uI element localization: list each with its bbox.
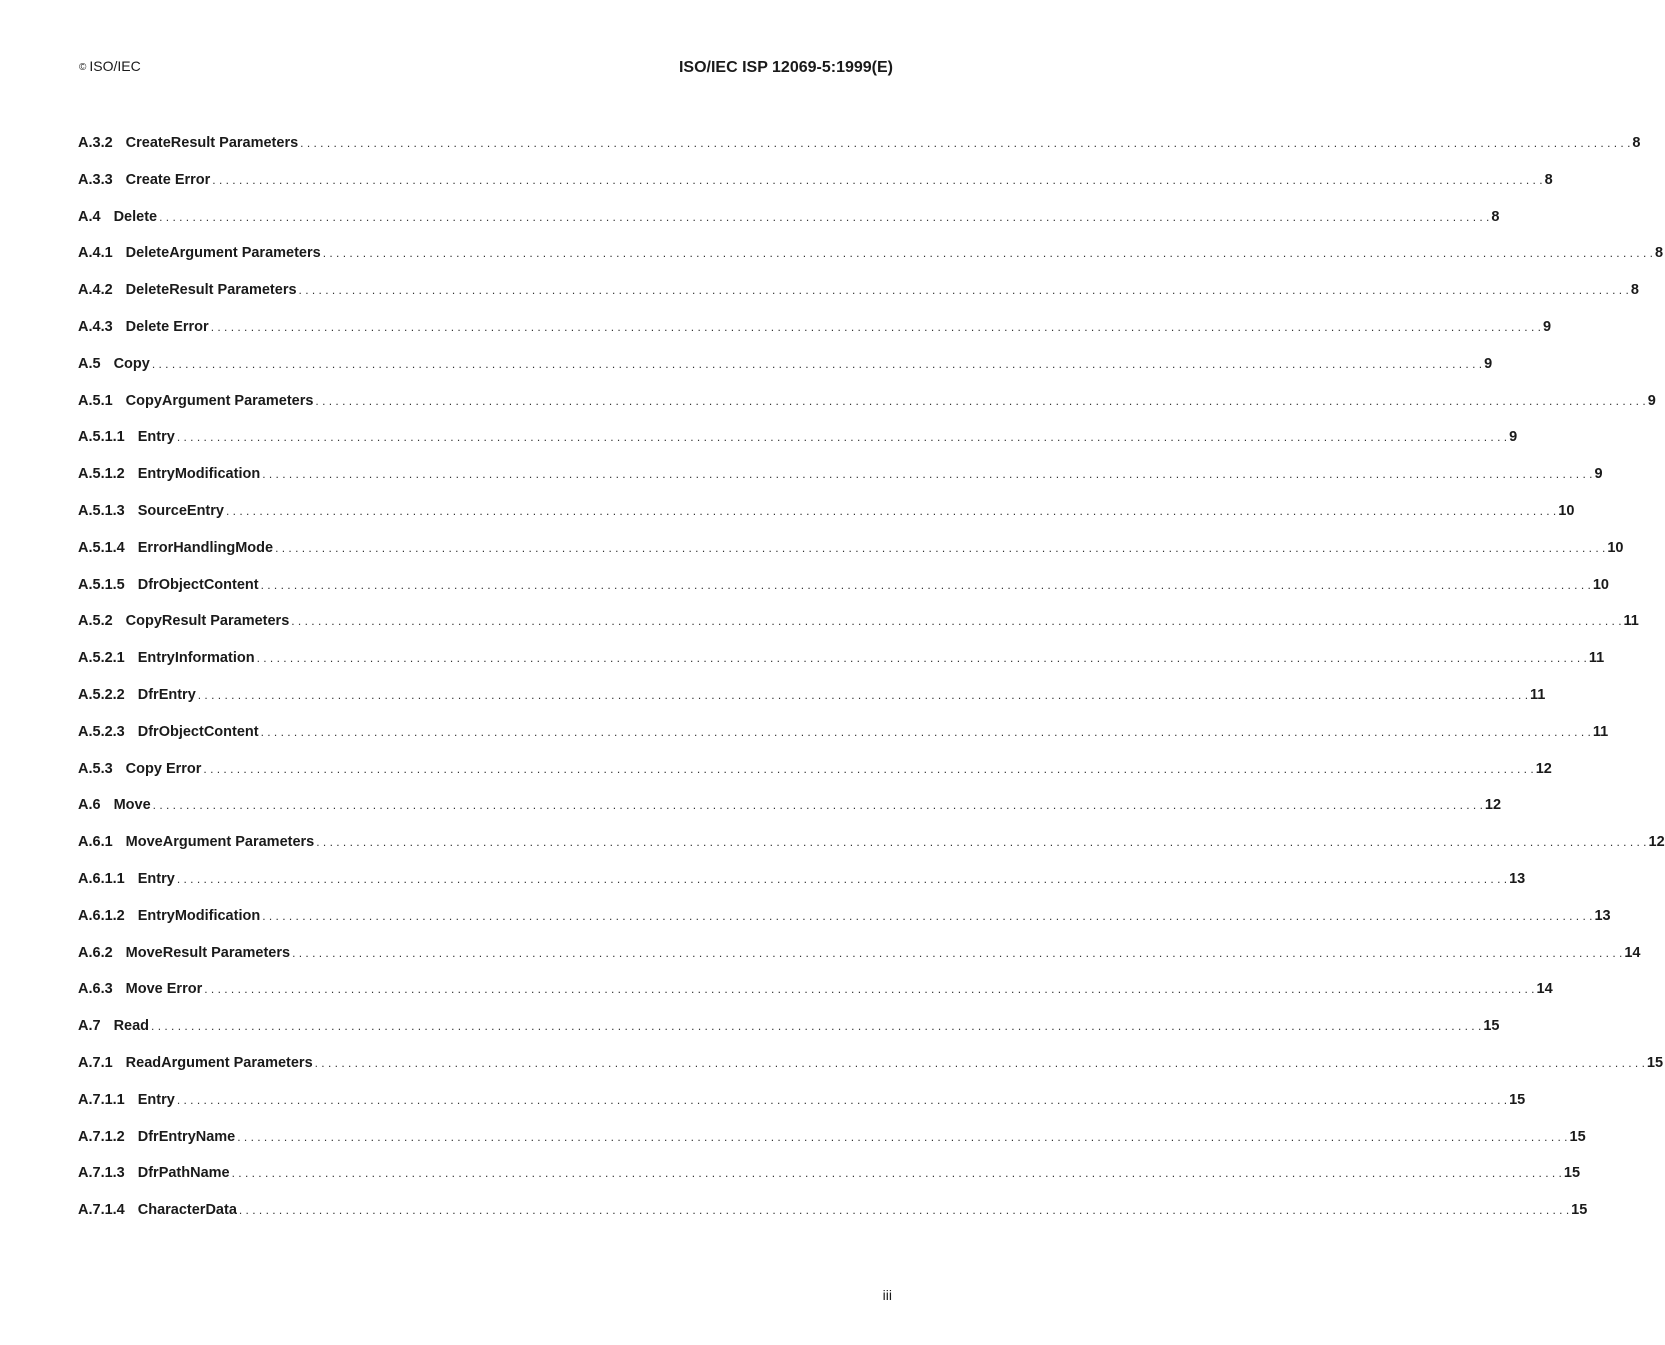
toc-leader-dots: . . . . . . . . . . . . . . . . . . . . . . . . . . . . . . . . . . . . . . . . . . . . . . . . . . . . . . . . . . . . . . . . . . . . . . . . . . . . . . . . . . . . . . . . . . . . . . . . . . . . . . . . . . . . . . . . . . . . . . . . . . . . . . . . . . . . . . . . . . . . . . . . . . . . . . . . . . . . . . . . . . . . . . . . . . . . . . . . . . . . . . . . . . . . . . . . . . . . . . . . — [314, 1055, 1645, 1070]
toc-entry-title: ErrorHandlingMode — [137, 539, 274, 556]
toc-entry-title: Entry — [137, 1091, 175, 1108]
toc-leader-dots: . . . . . . . . . . . . . . . . . . . . . . . . . . . . . . . . . . . . . . . . . . . . . . . . . . . . . . . . . . . . . . . . . . . . . . . . . . . . . . . . . . . . . . . . . . . . . . . . . . . . . . . . . . . . . . . . . . . . . . . . . . . . . . . . . . . . . . . . . . . . . . . . . . . . . . . . . . . . . . . . . . . . . . . . . . . . . . . . . . . . . . . . . . . . . . . . . . . . . . . . — [176, 871, 1508, 886]
toc-entry-page: 15 — [1509, 1091, 1526, 1108]
toc-entry[interactable] — [78, 1192, 1588, 1229]
toc-leader-dots: . . . . . . . . . . . . . . . . . . . . . . . . . . . . . . . . . . . . . . . . . . . . . . . . . . . . . . . . . . . . . . . . . . . . . . . . . . . . . . . . . . . . . . . . . . . . . . . . . . . . . . . . . . . . . . . . . . . . . . . . . . . . . . . . . . . . . . . . . . . . . . . . . . . . . . . . . . . . . . . . . . . . . . . . . . . . . . . . . . . . . . . . . . . . . . . . . . . . . . . . — [197, 687, 1529, 702]
toc-entry[interactable] — [78, 346, 1493, 383]
toc-leader-dots: . . . . . . . . . . . . . . . . . . . . . . . . . . . . . . . . . . . . . . . . . . . . . . . . . . . . . . . . . . . . . . . . . . . . . . . . . . . . . . . . . . . . . . . . . . . . . . . . . . . . . . . . . . . . . . . . . . . . . . . . . . . . . . . . . . . . . . . . . . . . . . . . . . . . . . . . . . . . . . . . . . . . . . . . . . . . . . . . . . . . . . . . . . . . . . . . . . . . . . . . — [256, 651, 1587, 666]
toc-entry-page: 14 — [1624, 944, 1641, 961]
page-number: iii — [882, 1287, 892, 1303]
toc-entry-number: A.4.2 — [78, 282, 113, 299]
toc-entry-page: 12 — [1484, 797, 1502, 814]
toc-entry-number: A.6.2 — [78, 944, 113, 961]
toc-entry-page: 8 — [1544, 171, 1553, 188]
toc-entry-title: Entry — [137, 429, 175, 446]
toc-entry-title: DfrEntry — [137, 686, 196, 703]
toc-entry-page: 8 — [1632, 135, 1641, 151]
toc-leader-dots: . . . . . . . . . . . . . . . . . . . . . . . . . . . . . . . . . . . . . . . . . . . . . . . . . . . . . . . . . . . . . . . . . . . . . . . . . . . . . . . . . . . . . . . . . . . . . . . . . . . . . . . . . . . . . . . . . . . . . . . . . . . . . . . . . . . . . . . . . . . . . . . . . . . . . . . . . . . . . . . . . . . . . . . . . . . . . . . . . . . . . . . . . . . . . . . . . . . . . . . . — [315, 393, 1646, 408]
toc-entry-page: 9 — [1594, 466, 1603, 483]
toc-leader-dots: . . . . . . . . . . . . . . . . . . . . . . . . . . . . . . . . . . . . . . . . . . . . . . . . . . . . . . . . . . . . . . . . . . . . . . . . . . . . . . . . . . . . . . . . . . . . . . . . . . . . . . . . . . . . . . . . . . . . . . . . . . . . . . . . . . . . . . . . . . . . . . . . . . . . . . . . . . . . . . . . . . . . . . . . . . . . . . . . . . . . . . . . . . . . . . . . . . . . . . . . — [231, 1166, 1562, 1181]
header-document-id: ISO/IEC ISP 12069-5:1999(E) — [678, 59, 893, 76]
toc-entry-page: 10 — [1558, 502, 1575, 519]
toc-entry-page: 11 — [1588, 650, 1605, 667]
toc-leader-dots: . . . . . . . . . . . . . . . . . . . . . . . . . . . . . . . . . . . . . . . . . . . . . . . . . . . . . . . . . . . . . . . . . . . . . . . . . . . . . . . . . . . . . . . . . . . . . . . . . . . . . . . . . . . . . . . . . . . . . . . . . . . . . . . . . . . . . . . . . . . . . . . . . . . . . . . . . . . . . . . . . . . . . . . . . . . . . . . . . . . . . . . . . . . . . . . . . . . . . . . . — [300, 136, 1631, 150]
toc-entry-number: A.7.1.3 — [78, 1165, 125, 1182]
toc-entry[interactable] — [78, 971, 1553, 1008]
toc-entry-page: 15 — [1646, 1054, 1664, 1071]
toc-leader-dots: . . . . . . . . . . . . . . . . . . . . . . . . . . . . . . . . . . . . . . . . . . . . . . . . . . . . . . . . . . . . . . . . . . . . . . . . . . . . . . . . . . . . . . . . . . . . . . . . . . . . . . . . . . . . . . . . . . . . . . . . . . . . . . . . . . . . . . . . . . . . . . . . . . . . . . . . . . . . . . . . . . . . . . . . . . . . . . . . . . . . . . . . . . . . . . . . . . . . . . . . — [176, 430, 1508, 445]
table-of-contents — [78, 125, 1665, 1229]
toc-entry-page: 10 — [1607, 539, 1624, 556]
toc-entry-page: 11 — [1530, 686, 1546, 703]
toc-entry-number: A.6.1 — [78, 834, 113, 851]
toc-entry[interactable] — [78, 162, 1553, 199]
toc-entry[interactable] — [78, 1082, 1526, 1119]
toc-entry-number: A.5.2.3 — [78, 723, 125, 740]
toc-entry-number: A.7.1.2 — [78, 1128, 125, 1145]
toc-leader-dots: . . . . . . . . . . . . . . . . . . . . . . . . . . . . . . . . . . . . . . . . . . . . . . . . . . . . . . . . . . . . . . . . . . . . . . . . . . . . . . . . . . . . . . . . . . . . . . . . . . . . . . . . . . . . . . . . . . . . . . . . . . . . . . . . . . . . . . . . . . . . . . . . . . . . . . . . . . . . . . . . . . . . . . . . . . . . . . . . . . . . . . . . . . . . . . . . . . . . . . . . — [204, 982, 1535, 997]
toc-entry-page: 13 — [1594, 907, 1611, 924]
toc-entry-title: CopyArgument Parameters — [125, 392, 314, 409]
toc-leader-dots: . . . . . . . . . . . . . . . . . . . . . . . . . . . . . . . . . . . . . . . . . . . . . . . . . . . . . . . . . . . . . . . . . . . . . . . . . . . . . . . . . . . . . . . . . . . . . . . . . . . . . . . . . . . . . . . . . . . . . . . . . . . . . . . . . . . . . . . . . . . . . . . . . . . . . . . . . . . . . . . . . . . . . . . . . . . . . . . . . . . . . . . . . . . . . . . . . . . . . . . . — [322, 246, 1653, 261]
toc-entry-number: A.5.1.3 — [78, 502, 125, 519]
toc-leader-dots: . . . . . . . . . . . . . . . . . . . . . . . . . . . . . . . . . . . . . . . . . . . . . . . . . . . . . . . . . . . . . . . . . . . . . . . . . . . . . . . . . . . . . . . . . . . . . . . . . . . . . . . . . . . . . . . . . . . . . . . . . . . . . . . . . . . . . . . . . . . . . . . . . . . . . . . . . . . . . . . . . . . . . . . . . . . . . . . . . . . . . . . . . . . . . . . . . . . . . . . . — [152, 798, 1483, 813]
toc-entry-title: MoveArgument Parameters — [125, 834, 315, 851]
toc-entry-page: 15 — [1569, 1128, 1586, 1145]
toc-entry-page: 10 — [1592, 576, 1609, 593]
toc-entry-title: DfrObjectContent — [137, 723, 259, 740]
toc-leader-dots: . . . . . . . . . . . . . . . . . . . . . . . . . . . . . . . . . . . . . . . . . . . . . . . . . . . . . . . . . . . . . . . . . . . . . . . . . . . . . . . . . . . . . . . . . . . . . . . . . . . . . . . . . . . . . . . . . . . . . . . . . . . . . . . . . . . . . . . . . . . . . . . . . . . . . . . . . . . . . . . . . . . . . . . . . . . . . . . . . . . . . . . . . . . . . . . . . . . . . . . . — [151, 356, 1483, 371]
toc-entry-title: Move Error — [125, 981, 203, 998]
toc-entry-number: A.7.1.1 — [78, 1091, 125, 1108]
header-publisher: ISO/IEC — [89, 58, 141, 74]
toc-entry[interactable] — [78, 603, 1639, 640]
toc-entry-number: A.7.1 — [78, 1054, 113, 1071]
toc-entry-number: A.4.3 — [78, 318, 113, 335]
toc-entry-title: CreateResult Parameters — [125, 135, 299, 151]
header-left — [79, 58, 141, 74]
toc-entry-title: SourceEntry — [137, 502, 224, 519]
toc-entry-title: Read — [113, 1018, 150, 1035]
toc-entry-number: A.4.1 — [78, 245, 113, 262]
toc-entry[interactable] — [78, 125, 1641, 162]
toc-entry[interactable] — [78, 567, 1609, 604]
toc-entry[interactable] — [78, 935, 1641, 972]
toc-entry-page: 12 — [1535, 760, 1552, 777]
toc-entry-number: A.5.2.1 — [78, 650, 125, 667]
toc-entry-page: 8 — [1491, 208, 1500, 225]
toc-entry-page: 12 — [1648, 834, 1665, 851]
toc-leader-dots: . . . . . . . . . . . . . . . . . . . . . . . . . . . . . . . . . . . . . . . . . . . . . . . . . . . . . . . . . . . . . . . . . . . . . . . . . . . . . . . . . . . . . . . . . . . . . . . . . . . . . . . . . . . . . . . . . . . . . . . . . . . . . . . . . . . . . . . . . . . . . . . . . . . . . . . . . . . . . . . . . . . . . . . . . . . . . . . . . . . . . . . . . . . . . . . . . . . . . . . . — [262, 908, 1593, 923]
toc-entry-number: A.5.1.4 — [78, 539, 125, 556]
toc-entry-page: 11 — [1592, 723, 1609, 740]
toc-entry-title: Copy — [113, 355, 150, 372]
toc-entry-title: Delete — [113, 208, 158, 225]
toc-entry-number: A.6.3 — [78, 981, 113, 998]
toc-entry[interactable] — [78, 419, 1518, 456]
toc-entry[interactable] — [78, 1119, 1586, 1156]
toc-entry[interactable] — [78, 456, 1603, 493]
toc-entry-title: CopyResult Parameters — [125, 613, 290, 630]
toc-entry-page: 8 — [1630, 282, 1639, 299]
toc-entry-page: 9 — [1484, 355, 1493, 372]
toc-entry[interactable] — [78, 898, 1611, 935]
toc-entry[interactable] — [78, 272, 1639, 309]
toc-entry-number: A.4 — [78, 208, 101, 225]
toc-entry-number: A.5.1.5 — [78, 576, 125, 593]
toc-leader-dots: . . . . . . . . . . . . . . . . . . . . . . . . . . . . . . . . . . . . . . . . . . . . . . . . . . . . . . . . . . . . . . . . . . . . . . . . . . . . . . . . . . . . . . . . . . . . . . . . . . . . . . . . . . . . . . . . . . . . . . . . . . . . . . . . . . . . . . . . . . . . . . . . . . . . . . . . . . . . . . . . . . . . . . . . . . . . . . . . . . . . . . . . . . . . . . . . . . . . . . . . — [225, 503, 1557, 518]
toc-entry-title: Move — [113, 797, 151, 814]
toc-entry-number: A.5.1 — [78, 392, 113, 409]
toc-leader-dots: . . . . . . . . . . . . . . . . . . . . . . . . . . . . . . . . . . . . . . . . . . . . . . . . . . . . . . . . . . . . . . . . . . . . . . . . . . . . . . . . . . . . . . . . . . . . . . . . . . . . . . . . . . . . . . . . . . . . . . . . . . . . . . . . . . . . . . . . . . . . . . . . . . . . . . . . . . . . . . . . . . . . . . . . . . . . . . . . . . . . . . . . . . . . . . . . . . . . . . . . — [176, 1092, 1508, 1107]
toc-entry-page: 15 — [1571, 1202, 1588, 1219]
toc-leader-dots: . . . . . . . . . . . . . . . . . . . . . . . . . . . . . . . . . . . . . . . . . . . . . . . . . . . . . . . . . . . . . . . . . . . . . . . . . . . . . . . . . . . . . . . . . . . . . . . . . . . . . . . . . . . . . . . . . . . . . . . . . . . . . . . . . . . . . . . . . . . . . . . . . . . . . . . . . . . . . . . . . . . . . . . . . . . . . . . . . . . . . . . . . . . . . . . . . . . . . . . . — [238, 1203, 1570, 1218]
toc-entry-number: A.5.3 — [78, 760, 113, 777]
toc-entry-page: 9 — [1647, 392, 1656, 409]
toc-entry-page: 15 — [1563, 1165, 1581, 1182]
toc-leader-dots: . . . . . . . . . . . . . . . . . . . . . . . . . . . . . . . . . . . . . . . . . . . . . . . . . . . . . . . . . . . . . . . . . . . . . . . . . . . . . . . . . . . . . . . . . . . . . . . . . . . . . . . . . . . . . . . . . . . . . . . . . . . . . . . . . . . . . . . . . . . . . . . . . . . . . . . . . . . . . . . . . . . . . . . . . . . . . . . . . . . . . . . . . . . . . . . . . . . . . . . . — [262, 467, 1593, 482]
toc-leader-dots: . . . . . . . . . . . . . . . . . . . . . . . . . . . . . . . . . . . . . . . . . . . . . . . . . . . . . . . . . . . . . . . . . . . . . . . . . . . . . . . . . . . . . . . . . . . . . . . . . . . . . . . . . . . . . . . . . . . . . . . . . . . . . . . . . . . . . . . . . . . . . . . . . . . . . . . . . . . . . . . . . . . . . . . . . . . . . . . . . . . . . . . . . . . . . . . . . . . . . . . . — [291, 614, 1622, 629]
toc-leader-dots: . . . . . . . . . . . . . . . . . . . . . . . . . . . . . . . . . . . . . . . . . . . . . . . . . . . . . . . . . . . . . . . . . . . . . . . . . . . . . . . . . . . . . . . . . . . . . . . . . . . . . . . . . . . . . . . . . . . . . . . . . . . . . . . . . . . . . . . . . . . . . . . . . . . . . . . . . . . . . . . . . . . . . . . . . . . . . . . . . . . . . . . . . . . . . . . . . . . . . . . . — [203, 761, 1534, 776]
toc-entry-number: A.5.1.1 — [78, 429, 125, 446]
toc-leader-dots: . . . . . . . . . . . . . . . . . . . . . . . . . . . . . . . . . . . . . . . . . . . . . . . . . . . . . . . . . . . . . . . . . . . . . . . . . . . . . . . . . . . . . . . . . . . . . . . . . . . . . . . . . . . . . . . . . . . . . . . . . . . . . . . . . . . . . . . . . . . . . . . . . . . . . . . . . . . . . . . . . . . . . . . . . . . . . . . . . . . . . . . . . . . . . . . . . . . . . . . . — [260, 724, 1591, 739]
toc-entry-title: MoveResult Parameters — [125, 944, 291, 961]
toc-entry-page: 14 — [1536, 981, 1553, 998]
toc-leader-dots: . . . . . . . . . . . . . . . . . . . . . . . . . . . . . . . . . . . . . . . . . . . . . . . . . . . . . . . . . . . . . . . . . . . . . . . . . . . . . . . . . . . . . . . . . . . . . . . . . . . . . . . . . . . . . . . . . . . . . . . . . . . . . . . . . . . . . . . . . . . . . . . . . . . . . . . . . . . . . . . . . . . . . . . . . . . . . . . . . . . . . . . . . . . . . . . . . . . . . . . . — [210, 319, 1541, 334]
toc-leader-dots: . . . . . . . . . . . . . . . . . . . . . . . . . . . . . . . . . . . . . . . . . . . . . . . . . . . . . . . . . . . . . . . . . . . . . . . . . . . . . . . . . . . . . . . . . . . . . . . . . . . . . . . . . . . . . . . . . . . . . . . . . . . . . . . . . . . . . . . . . . . . . . . . . . . . . . . . . . . . . . . . . . . . . . . . . . . . . . . . . . . . . . . . . . . . . . . . . . . . . . . . — [298, 283, 1629, 298]
toc-entry-title: Entry — [137, 870, 175, 887]
toc-entry-title: Create Error — [125, 171, 211, 188]
toc-entry[interactable] — [78, 751, 1552, 788]
toc-leader-dots: . . . . . . . . . . . . . . . . . . . . . . . . . . . . . . . . . . . . . . . . . . . . . . . . . . . . . . . . . . . . . . . . . . . . . . . . . . . . . . . . . . . . . . . . . . . . . . . . . . . . . . . . . . . . . . . . . . . . . . . . . . . . . . . . . . . . . . . . . . . . . . . . . . . . . . . . . . . . . . . . . . . . . . . . . . . . . . . . . . . . . . . . . . . . . . . . . . . . . . . . — [212, 172, 1543, 187]
toc-entry-title: Delete Error — [125, 318, 209, 335]
toc-entry[interactable] — [78, 235, 1664, 272]
toc-entry-number: A.5.2 — [78, 613, 113, 630]
toc-entry[interactable] — [78, 530, 1624, 567]
toc-entry-page: 9 — [1509, 429, 1518, 446]
toc-entry[interactable] — [78, 199, 1500, 236]
toc-entry[interactable] — [78, 677, 1546, 714]
toc-entry-page: 11 — [1623, 613, 1639, 630]
toc-leader-dots: . . . . . . . . . . . . . . . . . . . . . . . . . . . . . . . . . . . . . . . . . . . . . . . . . . . . . . . . . . . . . . . . . . . . . . . . . . . . . . . . . . . . . . . . . . . . . . . . . . . . . . . . . . . . . . . . . . . . . . . . . . . . . . . . . . . . . . . . . . . . . . . . . . . . . . . . . . . . . . . . . . . . . . . . . . . . . . . . . . . . . . . . . . . . . . . . . . . . . . . . — [159, 209, 1490, 224]
toc-entry-title: CharacterData — [137, 1202, 237, 1219]
toc-entry-number: A.5.2.2 — [78, 686, 125, 703]
toc-entry[interactable] — [78, 861, 1526, 898]
toc-entry[interactable] — [78, 493, 1575, 530]
toc-entry-number: A.7 — [78, 1018, 101, 1035]
toc-entry[interactable] — [78, 640, 1605, 677]
toc-entry-title: EntryModification — [137, 907, 261, 924]
toc-entry-title: DfrObjectContent — [137, 576, 259, 593]
toc-entry-title: ReadArgument Parameters — [125, 1054, 313, 1071]
toc-leader-dots: . . . . . . . . . . . . . . . . . . . . . . . . . . . . . . . . . . . . . . . . . . . . . . . . . . . . . . . . . . . . . . . . . . . . . . . . . . . . . . . . . . . . . . . . . . . . . . . . . . . . . . . . . . . . . . . . . . . . . . . . . . . . . . . . . . . . . . . . . . . . . . . . . . . . . . . . . . . . . . . . . . . . . . . . . . . . . . . . . . . . . . . . . . . . . . . . . . . . . . . . — [260, 577, 1591, 592]
toc-entry-number: A.6 — [78, 797, 101, 814]
toc-entry[interactable] — [78, 309, 1552, 346]
toc-entry-number: A.6.1.2 — [78, 907, 125, 924]
toc-entry[interactable] — [78, 1155, 1581, 1192]
toc-leader-dots: . . . . . . . . . . . . . . . . . . . . . . . . . . . . . . . . . . . . . . . . . . . . . . . . . . . . . . . . . . . . . . . . . . . . . . . . . . . . . . . . . . . . . . . . . . . . . . . . . . . . . . . . . . . . . . . . . . . . . . . . . . . . . . . . . . . . . . . . . . . . . . . . . . . . . . . . . . . . . . . . . . . . . . . . . . . . . . . . . . . . . . . . . . . . . . . . . . . . . . . . — [151, 1019, 1482, 1034]
toc-entry-title: EntryModification — [137, 466, 261, 483]
toc-entry[interactable] — [78, 714, 1609, 751]
toc-entry-title: DeleteArgument Parameters — [125, 245, 321, 262]
toc-leader-dots: . . . . . . . . . . . . . . . . . . . . . . . . . . . . . . . . . . . . . . . . . . . . . . . . . . . . . . . . . . . . . . . . . . . . . . . . . . . . . . . . . . . . . . . . . . . . . . . . . . . . . . . . . . . . . . . . . . . . . . . . . . . . . . . . . . . . . . . . . . . . . . . . . . . . . . . . . . . . . . . . . . . . . . . . . . . . . . . . . . . . . . . . . . . . . . . . . . . . . . . . — [316, 835, 1647, 850]
toc-entry-page: 8 — [1654, 245, 1664, 262]
toc-entry-page: 9 — [1542, 318, 1552, 335]
toc-entry-number: A.5 — [78, 355, 101, 372]
toc-entry-title: DfrEntryName — [137, 1128, 236, 1145]
toc-entry-page: 13 — [1509, 870, 1526, 887]
toc-entry-title: DfrPathName — [137, 1165, 230, 1182]
toc-entry-number: A.6.1.1 — [78, 870, 125, 887]
toc-entry-page: 15 — [1483, 1018, 1500, 1035]
toc-entry-number: A.7.1.4 — [78, 1202, 125, 1219]
toc-entry-number: A.5.1.2 — [78, 466, 125, 483]
toc-entry-title: DeleteResult Parameters — [125, 282, 297, 299]
toc-entry[interactable] — [78, 383, 1656, 420]
toc-entry-title: EntryInformation — [137, 650, 255, 667]
toc-entry[interactable] — [78, 787, 1502, 824]
toc-leader-dots: . . . . . . . . . . . . . . . . . . . . . . . . . . . . . . . . . . . . . . . . . . . . . . . . . . . . . . . . . . . . . . . . . . . . . . . . . . . . . . . . . . . . . . . . . . . . . . . . . . . . . . . . . . . . . . . . . . . . . . . . . . . . . . . . . . . . . . . . . . . . . . . . . . . . . . . . . . . . . . . . . . . . . . . . . . . . . . . . . . . . . . . . . . . . . . . . . . . . . . . . — [275, 540, 1606, 555]
toc-leader-dots: . . . . . . . . . . . . . . . . . . . . . . . . . . . . . . . . . . . . . . . . . . . . . . . . . . . . . . . . . . . . . . . . . . . . . . . . . . . . . . . . . . . . . . . . . . . . . . . . . . . . . . . . . . . . . . . . . . . . . . . . . . . . . . . . . . . . . . . . . . . . . . . . . . . . . . . . . . . . . . . . . . . . . . . . . . . . . . . . . . . . . . . . . . . . . . . . . . . . . . . . — [237, 1129, 1568, 1144]
toc-entry-number: A.3.2 — [78, 135, 113, 151]
toc-entry-title: Copy Error — [125, 760, 202, 777]
toc-leader-dots: . . . . . . . . . . . . . . . . . . . . . . . . . . . . . . . . . . . . . . . . . . . . . . . . . . . . . . . . . . . . . . . . . . . . . . . . . . . . . . . . . . . . . . . . . . . . . . . . . . . . . . . . . . . . . . . . . . . . . . . . . . . . . . . . . . . . . . . . . . . . . . . . . . . . . . . . . . . . . . . . . . . . . . . . . . . . . . . . . . . . . . . . . . . . . . . . . . . . . . . . — [292, 945, 1623, 960]
toc-entry-number: A.3.3 — [78, 171, 113, 188]
toc-entry[interactable] — [78, 1008, 1500, 1045]
toc-entry[interactable] — [78, 1045, 1664, 1082]
copyright-symbol: © — [79, 62, 87, 73]
toc-entry[interactable] — [78, 824, 1665, 861]
